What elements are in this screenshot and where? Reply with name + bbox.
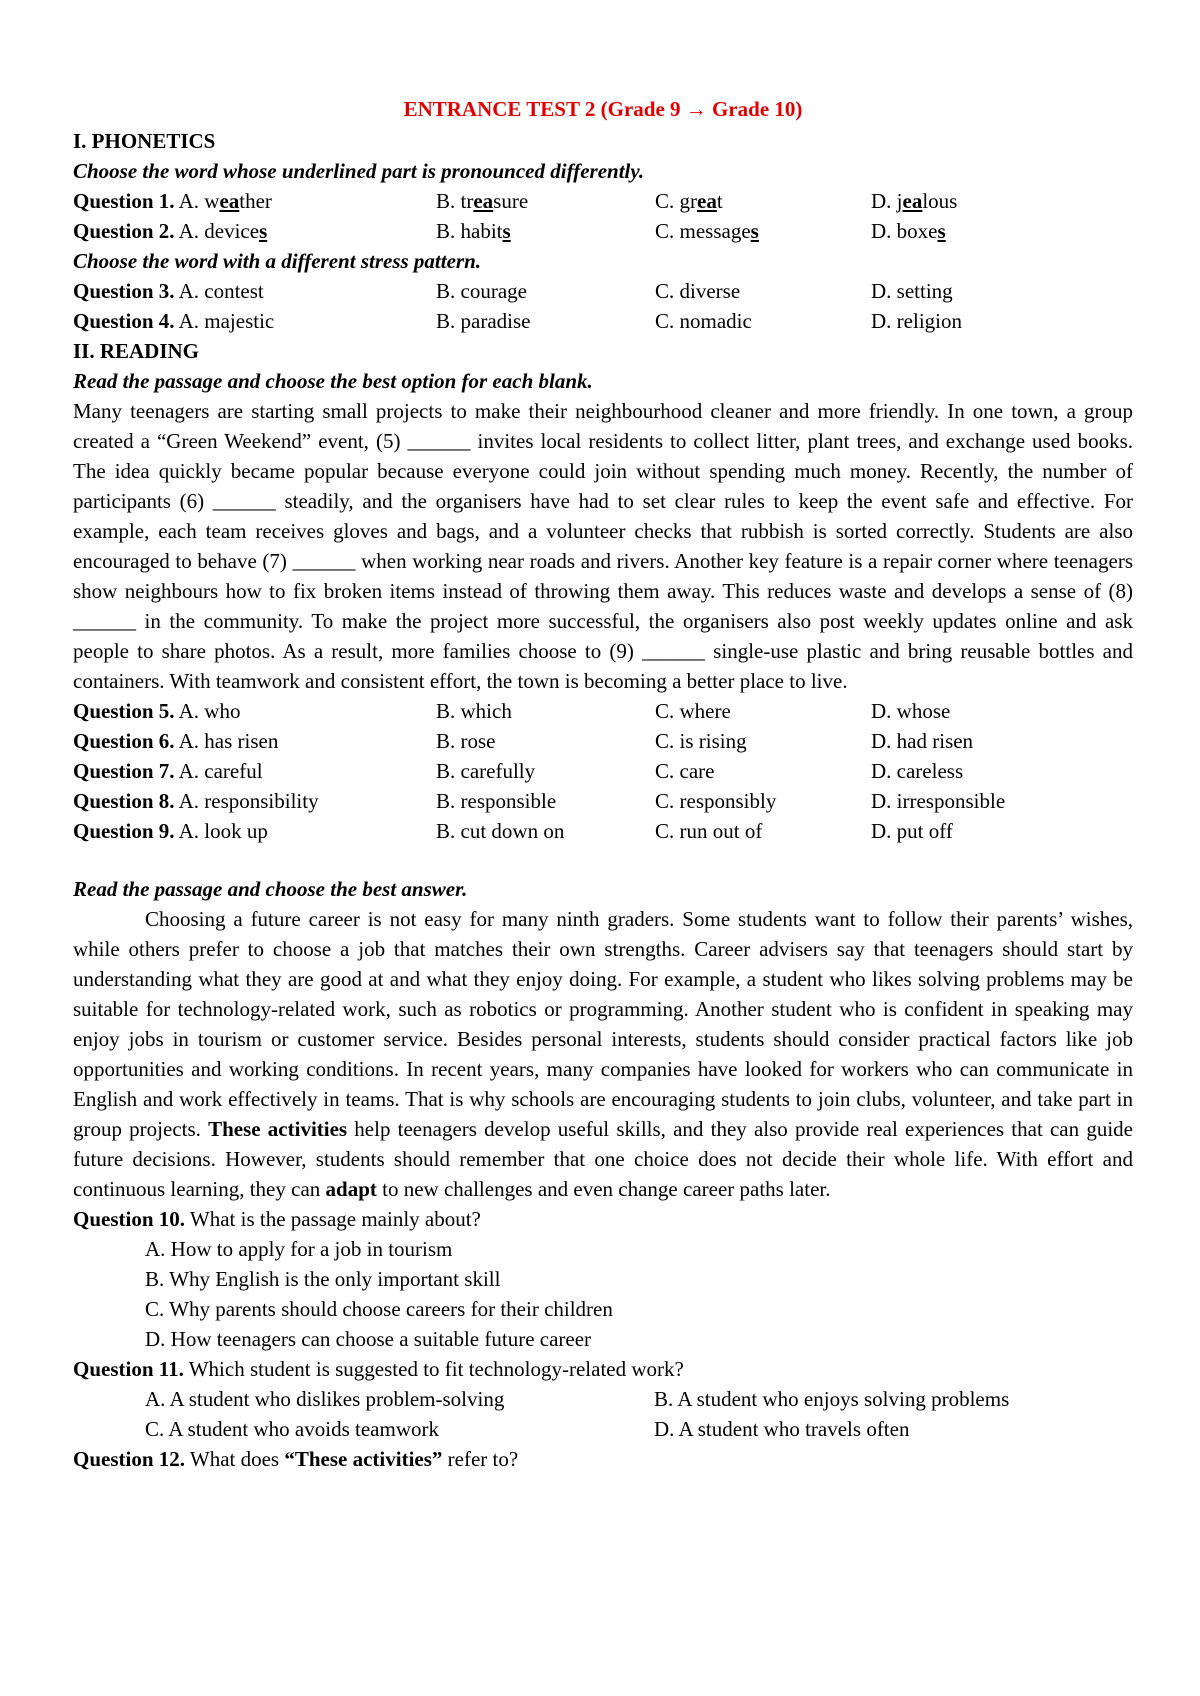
question-row (73, 306, 1133, 336)
option-d: D. setting (871, 279, 953, 303)
test-title: ENTRANCE TEST 2 (Grade 9 → Grade 10) (403, 97, 803, 121)
option-b: B. A student who enjoys solving problems (654, 1387, 1010, 1411)
option-d: D. had risen (871, 729, 974, 753)
option-c: C. care (655, 759, 715, 783)
question-stem: Question 12. What does “These activities” refer to? (73, 1447, 519, 1471)
option-d: D. put off (871, 819, 953, 843)
option-a: Question 8. A. responsibility (73, 789, 319, 813)
instruction-comprehension: Read the passage and choose the best answer. (73, 877, 468, 901)
option-c: C. great (655, 189, 723, 213)
instruction-pronunciation: Choose the word whose underlined part is pronounced differently. (73, 159, 645, 183)
option-a: Question 3. A. contest (73, 279, 264, 303)
option-c: C. diverse (655, 279, 741, 303)
question-row (73, 216, 1133, 246)
option-a: Question 1. A. weather (73, 189, 272, 213)
quoted-phrase: “These activities” (284, 1447, 443, 1471)
blank-line (73, 846, 1133, 874)
question-label: Question 7. (73, 759, 175, 783)
underlined-part: ea (473, 189, 494, 213)
underlined-part: ea (219, 189, 240, 213)
reading-passage: Choosing a future career is not easy for many ninth graders. Some students want to follow their parents’ wishes, while others prefer to choose a job that matches their own strengths. Career advisers say that teenagers should start by understanding what they are good at and what they enjoy doing. For example, a student who likes solving problems may be suitable for technology-related work, such as robotics or programming. Another student who is confident in speaking may enjoy jobs in tourism or customer service. Besides personal interests, students should consider practical factors like job opportunities and working conditions. In recent years, many companies have looked for workers who can communicate in English and work effectively in teams. That is why schools are encouraging students to join clubs, volunteer, and take part in group projects. These activities help teenagers develop useful skills, and they also provide real experiences that can guide future decisions. However, students should remember that one choice does not decide their whole life. With effort and continuous learning, they can adapt to new challenges and even change career paths later. (73, 907, 1133, 1201)
question-label: Question 2. (73, 219, 175, 243)
underlined-part: ea (697, 189, 717, 213)
option-c: C. nomadic (655, 309, 752, 333)
option-c: C. A student who avoids teamwork (145, 1417, 439, 1441)
question-stem: Question 11. Which student is suggested to fit technology-related work? (73, 1357, 684, 1381)
question-label: Question 4. (73, 309, 175, 333)
option-a: Question 7. A. careful (73, 759, 263, 783)
option-d: D. boxes (871, 219, 946, 243)
underlined-part: s (259, 219, 268, 243)
underlined-part: s (502, 219, 511, 243)
bold-word: adapt (325, 1177, 377, 1201)
option-row (73, 1414, 1133, 1444)
bold-phrase: These activities (208, 1117, 348, 1141)
question-stem: Question 10. What is the passage mainly about? (73, 1207, 481, 1231)
underlined-part: ea (902, 189, 923, 213)
option-d: D. careless (871, 759, 964, 783)
option-b: B. Why English is the only important skill (145, 1267, 501, 1291)
option-b: B. carefully (436, 759, 536, 783)
option-row (73, 1384, 1133, 1414)
option-c: C. run out of (655, 819, 763, 843)
question-label: Question 10. (73, 1207, 186, 1231)
option-d: D. whose (871, 699, 951, 723)
test-document (73, 94, 1133, 1474)
option-d: D. How teenagers can choose a suitable future career (145, 1327, 592, 1351)
option-b: B. responsible (436, 789, 557, 813)
question-label: Question 3. (73, 279, 175, 303)
option-c: C. where (655, 699, 731, 723)
option-b: B. cut down on (436, 819, 565, 843)
option-a: Question 5. A. who (73, 699, 241, 723)
option-d: D. jealous (871, 189, 958, 213)
question-row (73, 786, 1133, 816)
question-row (73, 186, 1133, 216)
question-label: Question 5. (73, 699, 175, 723)
option-d: D. irresponsible (871, 789, 1006, 813)
section-heading-reading: II. READING (73, 339, 200, 363)
question-label: Question 8. (73, 789, 175, 813)
question-label: Question 9. (73, 819, 175, 843)
option-c: C. messages (655, 219, 759, 243)
underlined-part: s (750, 219, 759, 243)
option-c: C. responsibly (655, 789, 777, 813)
cloze-passage: Many teenagers are starting small projects to make their neighbourhood cleaner and more friendly. In one town, a group created a “Green Weekend” event, (5) ______ invites local residents to collect litter, plant trees, and exchange used books. The idea quickly became popular because everyone could join without spending much money. Recently, the number of participants (6) ______ steadily, and the organisers have had to set clear rules to keep the event safe and effective. For example, each team receives gloves and bags, and a volunteer checks that rubbish is sorted correctly. Students are also encouraged to behave (7) ______ when working near roads and rivers. Another key feature is a repair corner where teenagers show neighbours how to fix broken items instead of throwing them away. This reduces waste and develops a sense of (8) ______ in the community. To make the project more successful, the organisers also post weekly updates online and ask people to share photos. As a result, more families choose to (9) ______ single-use plastic and bring reusable bottles and containers. With teamwork and consistent effort, the town is becoming a better place to live. (73, 399, 1133, 693)
option-b: B. paradise (436, 309, 531, 333)
question-row (73, 276, 1133, 306)
option-d: D. religion (871, 309, 962, 333)
question-label: Question 6. (73, 729, 175, 753)
section-heading-phonetics: I. PHONETICS (73, 129, 216, 153)
question-label: Question 1. (73, 189, 175, 213)
question-row (73, 726, 1133, 756)
option-b: B. which (436, 699, 512, 723)
option-d: D. A student who travels often (654, 1417, 910, 1441)
option-b: B. courage (436, 279, 527, 303)
instruction-cloze: Read the passage and choose the best option for each blank. (73, 369, 593, 393)
option-b: B. habits (436, 219, 511, 243)
option-b: B. rose (436, 729, 496, 753)
question-row (73, 696, 1133, 726)
question-row (73, 756, 1133, 786)
option-b: B. treasure (436, 189, 529, 213)
option-a: Question 6. A. has risen (73, 729, 279, 753)
option-c: C. Why parents should choose careers for their children (145, 1297, 613, 1321)
underlined-part: s (937, 219, 946, 243)
option-a: A. How to apply for a job in tourism (145, 1237, 453, 1261)
option-a: Question 2. A. devices (73, 219, 268, 243)
option-a: A. A student who dislikes problem-solving (145, 1387, 505, 1411)
instruction-stress: Choose the word with a different stress pattern. (73, 249, 482, 273)
question-label: Question 12. (73, 1447, 186, 1471)
option-a: Question 4. A. majestic (73, 309, 275, 333)
question-label: Question 11. (73, 1357, 184, 1381)
option-c: C. is rising (655, 729, 747, 753)
option-a: Question 9. A. look up (73, 819, 268, 843)
question-row (73, 816, 1133, 846)
